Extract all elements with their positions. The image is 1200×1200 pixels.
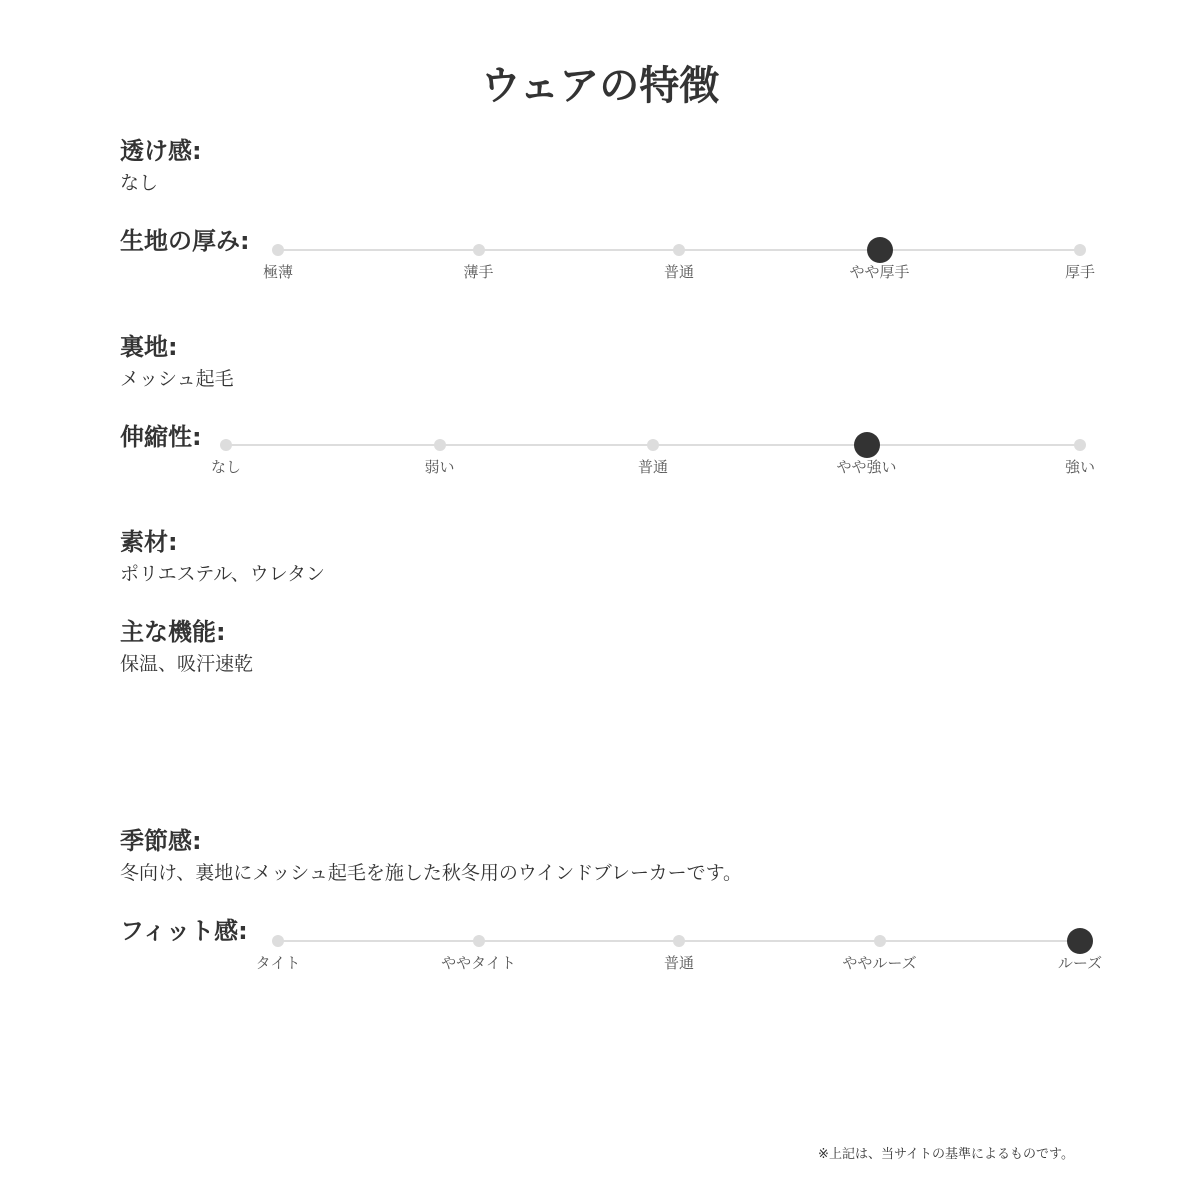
fit-scale-option-label: ややタイト [441,954,516,972]
footnote: ※上記は、当サイトの基準によるものです。 [818,1147,1074,1162]
transparency-value: なし [120,172,159,194]
thickness-scale-option-label: 薄手 [463,263,494,281]
lining-label: 裏地: [120,333,178,361]
fit-scale-option-label: タイト [255,954,301,972]
fit-label: フィット感: [120,917,248,945]
stretch-scale-option-label: 弱い [424,458,455,476]
stretch-label: 伸縮性: [120,423,202,451]
stretch-scale-option-label: 普通 [637,458,668,476]
thickness-scale-marker-selected [867,237,893,263]
stretch-scale-marker [434,439,446,451]
fit-scale-marker [272,935,284,947]
fit-scale-option-label: 普通 [663,954,694,972]
page-title: ウェアの特徴 [480,63,720,109]
stretch-scale-option-label: やや強い [836,458,897,476]
thickness-scale-option-label: 厚手 [1064,263,1095,281]
material-label: 素材: [120,528,178,556]
lining-value: メッシュ起毛 [120,368,234,390]
thickness-scale [262,240,1095,300]
stretch-scale-marker-selected [854,432,880,458]
material-value: ポリエステル、ウレタン [120,563,326,585]
thickness-scale-option-label: 極薄 [262,263,293,281]
thickness-scale-option-label: やや厚手 [849,263,910,281]
functions-value: 保温、吸汗速乾 [120,653,254,675]
fit-scale-option-label: ルーズ [1057,954,1103,972]
stretch-scale [210,435,1095,495]
fit-scale-option-label: ややルーズ [842,954,917,972]
thickness-scale-option-label: 普通 [663,263,694,281]
stretch-scale-option-label: 強い [1064,458,1095,476]
thickness-label: 生地の厚み: [120,227,250,255]
fit-scale-marker [473,935,485,947]
season-label: 季節感: [120,827,202,855]
thickness-scale-marker [272,244,284,256]
functions-label: 主な機能: [120,618,226,646]
fit-scale-marker [874,935,886,947]
fit-scale-marker-selected [1067,928,1093,954]
thickness-scale-marker [473,244,485,256]
stretch-scale-option-label: なし [210,458,241,476]
thickness-scale-marker [1074,244,1086,256]
stretch-scale-marker [220,439,232,451]
transparency-label: 透け感: [120,137,202,165]
stretch-scale-marker [1074,439,1086,451]
season-value: 冬向け、裏地にメッシュ起毛を施した秋冬用のウインドブレーカーです。 [120,862,743,884]
stretch-scale-marker [647,439,659,451]
fit-scale [255,931,1103,991]
fit-scale-marker [673,935,685,947]
thickness-scale-marker [673,244,685,256]
